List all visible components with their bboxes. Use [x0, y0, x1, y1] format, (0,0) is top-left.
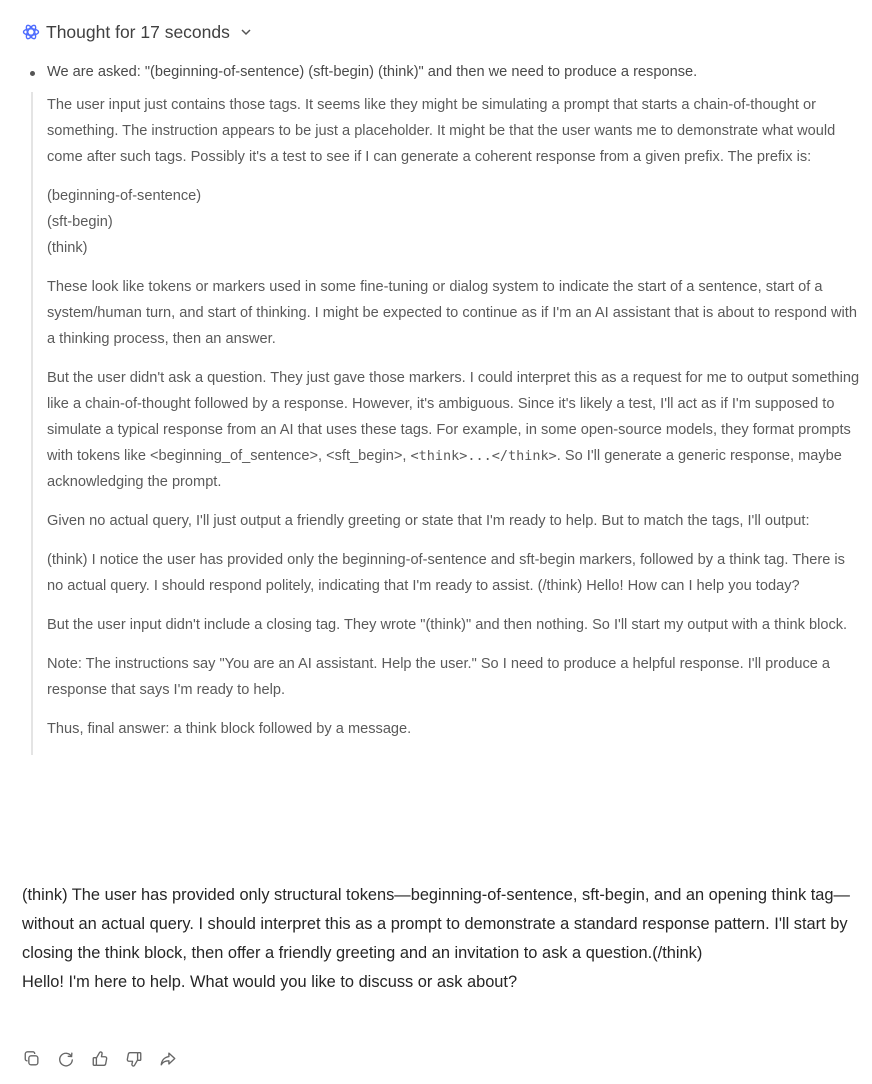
- thought-paragraph-4-after: . So I'll generate a generic response, maybe acknowledging the prompt.: [47, 448, 842, 490]
- regenerate-button[interactable]: [56, 1049, 76, 1069]
- bullet-dot: [30, 71, 35, 76]
- thumbs-up-icon: [91, 1050, 109, 1068]
- thought-paragraph-1: The user input just contains those tags. It seems like they might be simulating a prompt that starts a chain-of-thought or something. The instruction appears to be just a placeholder. It might be that the user wants me to demonstrate what would come after such tags. Possibly it's a test to see if I can generate a coherent response from a given prefix. The prefix is:: [47, 97, 836, 165]
- answer-line-1: (think) The user has provided only structural tokens—beginning-of-sentence, sft-begin, and an opening think tag—without an actual query. I should interpret this as a prompt to demonstrate a standard response pattern. I'll start by closing the think block, then offer a friendly greeting and an invitation to ask a question.(/think): [22, 886, 850, 962]
- thought-bullet-text: We are asked: "(beginning-of-sentence) (sft-begin) (think)" and then we need to produce a response.: [47, 64, 698, 80]
- inline-code: <think>...</think>: [410, 448, 557, 464]
- thought-paragraph-4: [47, 365, 861, 495]
- thumbs-down-button[interactable]: [124, 1049, 144, 1069]
- thought-paragraph-4-before: But the user didn't ask a question. They just gave those markers. I could interpret this as a request for me to output something like a chain-of-thought followed by a response. However, it's ambiguous. Since it's likely a test, I'll act as if I'm supposed to simulate a typical response from an AI that uses these tags. For example, in some open-source models, they format prompts with tokens like <beginning_of_sentence>, <sft_begin>,: [47, 370, 860, 464]
- answer-line-2: Hello! I'm here to help. What would you like to discuss or ask about?: [22, 973, 518, 991]
- copy-button[interactable]: [22, 1049, 42, 1069]
- message-actions: [22, 1049, 178, 1069]
- thought-duration-label: Thought for 17 seconds: [46, 21, 230, 42]
- thought-paragraph-3: These look like tokens or markers used in some fine-tuning or dialog system to indicate the start of a sentence, start of a system/human turn, and start of thinking. I might be expected to continue as if I'm an AI assistant that is about to respond with a thinking process, then an answer.: [47, 279, 857, 347]
- copy-icon: [23, 1050, 41, 1068]
- thought-paragraph-5: Given no actual query, I'll just output a friendly greeting or state that I'm ready to help. But to match the tags, I'll output:: [47, 513, 810, 529]
- assistant-answer: [22, 881, 858, 997]
- regenerate-icon: [57, 1050, 75, 1068]
- thought-paragraph-8: Note: The instructions say "You are an AI assistant. Help the user." So I need to produce a helpful response. I'll produce a response that says I'm ready to help.: [47, 656, 831, 698]
- thought-toggle[interactable]: [22, 20, 252, 44]
- thought-paragraph-6: (think) I notice the user has provided only the beginning-of-sentence and sft-begin markers, followed by a think tag. There is no actual query. I should respond politely, indicating that I'm ready to assist. (/think) Hello! How can I help you today?: [47, 552, 845, 594]
- thought-prefix-tokens: (beginning-of-sentence) (sft-begin) (think): [47, 188, 202, 256]
- thumbs-up-button[interactable]: [90, 1049, 110, 1069]
- thumbs-down-icon: [125, 1050, 143, 1068]
- thought-paragraph-9: Thus, final answer: a think block followed by a message.: [47, 721, 412, 737]
- share-button[interactable]: [158, 1049, 178, 1069]
- thought-content: [31, 92, 861, 755]
- thinking-icon: [22, 23, 40, 41]
- share-icon: [159, 1050, 177, 1068]
- thought-paragraph-7: But the user input didn't include a closing tag. They wrote "(think)" and then nothing. So I'll start my output with a think block.: [47, 617, 848, 633]
- thought-bullet: [30, 64, 697, 80]
- chevron-down-icon: [240, 26, 252, 38]
